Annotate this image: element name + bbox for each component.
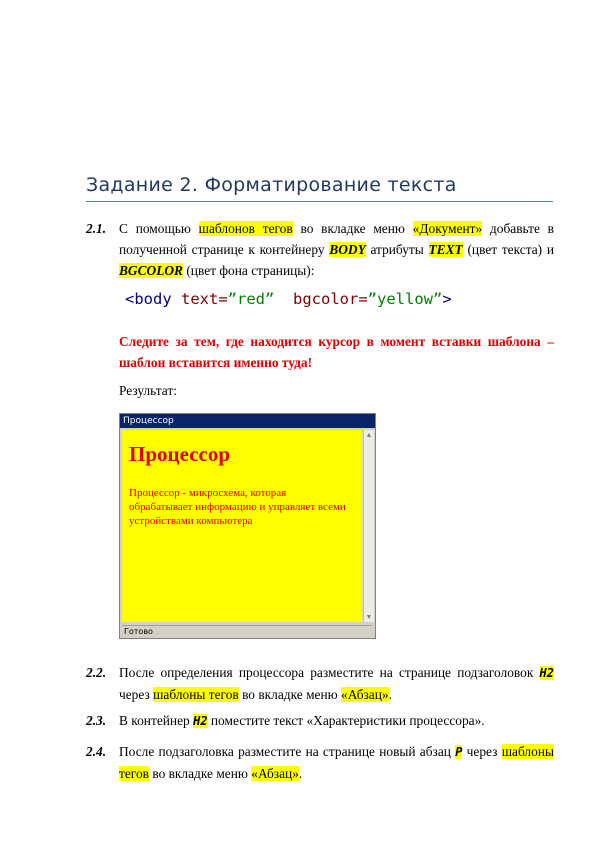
page-preview [122, 430, 362, 622]
highlight-run: «Абзац» [251, 766, 299, 781]
text-run: поместите текст «Характеристики процессора». [207, 713, 485, 728]
window-titlebar: Процессор [120, 414, 375, 428]
task-text [119, 662, 554, 705]
tag-name-highlight: P [455, 745, 463, 759]
vertical-scrollbar[interactable] [363, 430, 374, 622]
task-number: 2.2. [86, 665, 107, 680]
text-run: С помощью [119, 221, 199, 236]
preview-heading: Процессор [129, 442, 231, 466]
code-tag-close: > [442, 290, 452, 308]
status-bar: Готово [122, 625, 372, 637]
warning-note: Следите за тем, где находится курсор в момент вставки шаблона – шаблон вставится именно туда! [119, 334, 554, 370]
scroll-up-icon[interactable]: ▲ [365, 431, 373, 439]
text-run: (цвет текста) и [462, 242, 555, 257]
code-attr: text= [171, 290, 228, 308]
highlight-run: шаблоны тегов [119, 744, 554, 781]
code-value: ”red” [227, 290, 275, 308]
text-run: . [388, 687, 392, 702]
text-run: атрибуты [365, 242, 429, 257]
highlight-run: шаблоны тегов [153, 687, 239, 702]
task-number: 2.3. [86, 713, 107, 728]
task-text [119, 741, 554, 784]
text-run: После определения процессора разместите на странице подзаголовок [119, 665, 540, 680]
task-number: 2.1. [86, 221, 107, 236]
task-text [119, 710, 554, 732]
text-run: добавьте в полученной странице к контейнеру [119, 221, 555, 257]
tag-name-highlight: TEXT [428, 242, 463, 257]
tag-name-highlight: BODY [329, 242, 366, 257]
section-heading: Задание 2. Форматирование текста [86, 174, 457, 196]
heading-underline [86, 201, 553, 202]
tag-name-highlight: H2 [539, 666, 554, 680]
text-run: через [462, 744, 502, 759]
text-run: После подзаголовка разместите на странице новый абзац [119, 744, 456, 759]
code-sample [125, 290, 452, 308]
code-tag-open: <body [125, 290, 172, 308]
highlight-run: шаблонов тегов [198, 221, 293, 236]
code-attr: bgcolor= [274, 290, 368, 308]
text-run: . [298, 766, 303, 781]
text-run: во вкладке меню [292, 221, 413, 236]
tag-name-highlight: BGCOLOR [119, 263, 183, 278]
highlight-run: «Документ» [412, 221, 483, 236]
text-run: во вкладке меню [238, 687, 342, 702]
text-run: через [119, 687, 154, 702]
code-value: ”yellow” [367, 290, 443, 308]
task-text [119, 218, 554, 281]
text-run: В контейнер [119, 713, 194, 728]
scroll-down-icon[interactable]: ▼ [365, 613, 373, 621]
browser-preview-window [119, 413, 376, 639]
text-run: во вкладке меню [148, 766, 252, 781]
task-number: 2.4. [86, 744, 107, 759]
highlight-run: «Абзац» [341, 687, 389, 702]
preview-paragraph: Процессор - микросхема, которая обрабатывает информацию и управляет всеми устройствами компьютера [129, 487, 346, 527]
tag-name-highlight: H2 [193, 714, 208, 728]
result-label: Результат: [119, 383, 177, 398]
text-run: (цвет фона страницы): [183, 263, 315, 278]
